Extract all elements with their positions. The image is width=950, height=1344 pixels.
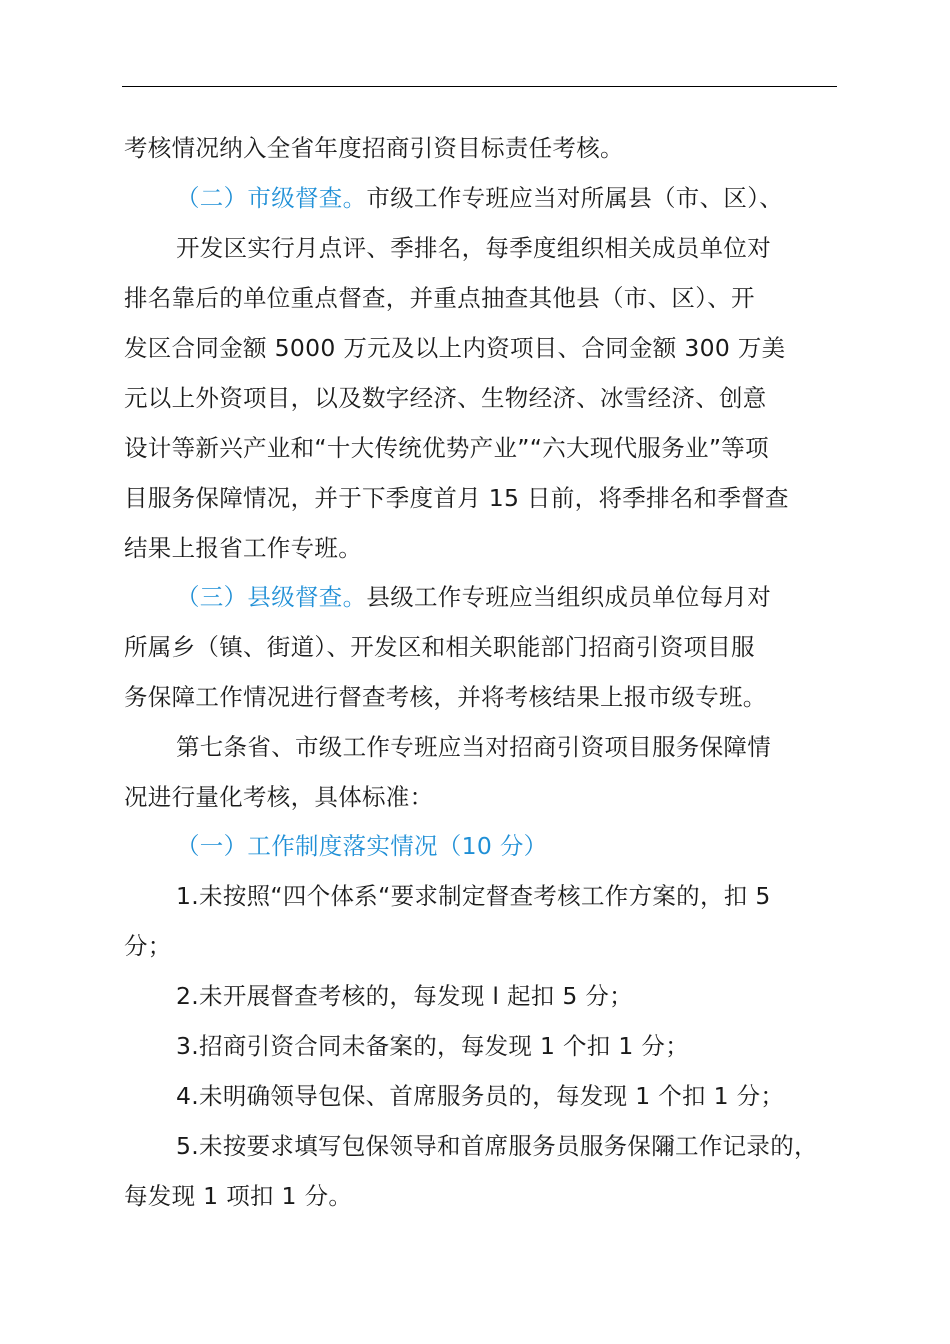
list-item-3: 3.招商引资合同未备案的，每发现 1 个扣 1 分； — [176, 1032, 690, 1060]
section-3-line — [176, 582, 771, 612]
paragraph-line: 元以上外资项目，以及数字经济、生物经济、冰雪经济、创意 — [124, 384, 767, 412]
section-2-line — [176, 183, 783, 213]
paragraph-line: 所属乡（镇、街道）、开发区和相关职能部门招商引资项目服 — [124, 633, 755, 661]
list-item-1: 1.未按照“四个体系“要求制定督查考核工作方案的，扣 5 — [176, 882, 771, 910]
paragraph-line: 开发区实行月点评、季排名，每季度组织相关成员单位对 — [176, 234, 771, 262]
paragraph-line: 务保障工作情况进行督查考核，并将考核结果上报市级专班。 — [124, 683, 767, 711]
paragraph-line: 考核情况纳入全省年度招商引资目标责任考核。 — [124, 134, 624, 162]
section-2-body: 市级工作专班应当对所属县（市、区）、 — [366, 184, 784, 212]
header-rule — [122, 86, 837, 87]
list-item-1-continued: 分； — [124, 932, 172, 960]
article-7-line: 第七条省、市级工作专班应当对招商引资项目服务保障情 — [176, 733, 771, 761]
section-2-heading: （二）市级督查。 — [176, 184, 367, 212]
paragraph-line: 目服务保障情况，并于下季度首月 15 日前，将季排名和季督查 — [124, 484, 789, 512]
paragraph-line: 设计等新兴产业和“十大传统优势产业”“六大现代服务业”等项 — [124, 434, 769, 462]
paragraph-line: 况进行量化考核，具体标准： — [124, 783, 434, 811]
list-item-2: 2.未开展督查考核的，每发现 l 起扣 5 分； — [176, 982, 633, 1010]
list-item-5: 5.未按要求填写包保领导和首席服务员服务保隬工作记录的， — [176, 1132, 818, 1160]
section-4-heading: （一）工作制度落实情况（10 分） — [176, 832, 548, 860]
list-item-5-continued: 每发现 1 项扣 1 分。 — [124, 1182, 353, 1210]
list-item-4: 4.未明确领导包保、首席服务员的，每发现 1 个扣 1 分； — [176, 1082, 785, 1110]
paragraph-line: 结果上报省工作专班。 — [124, 534, 362, 562]
paragraph-line: 排名靠后的单位重点督查，并重点抽查其他县（市、区）、开 — [124, 284, 755, 312]
section-3-body: 县级工作专班应当组织成员单位每月对 — [366, 583, 772, 611]
section-3-heading: （三）县级督查。 — [176, 583, 367, 611]
paragraph-line: 发区合同金额 5000 万元及以上内资项目、合同金额 300 万美 — [124, 334, 786, 362]
